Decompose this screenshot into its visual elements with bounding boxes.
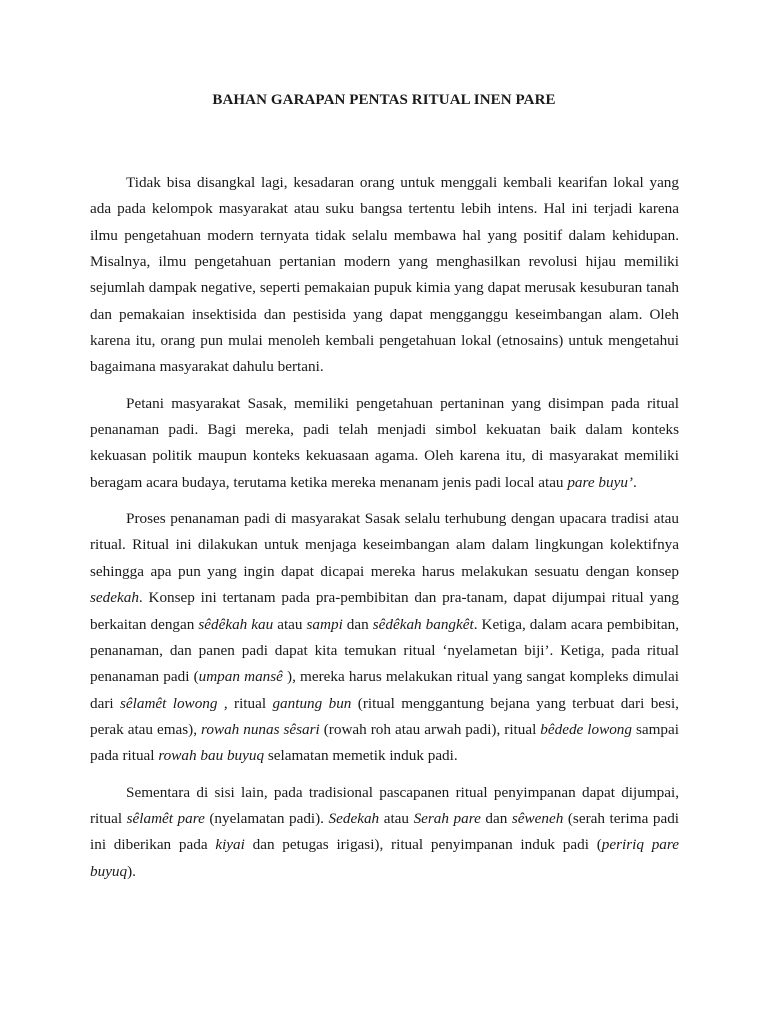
text-run: (ritual menggantung bejana yang terbuat dari besi, perak atau emas), (90, 694, 679, 738)
text-run: ). (127, 862, 136, 880)
text-run: , ritual (217, 694, 273, 712)
italic-term: kiyai (215, 836, 245, 854)
text-run: atau (379, 809, 414, 827)
text-run: sampai pada ritual (90, 720, 679, 765)
text-run: dan (480, 809, 512, 827)
text-run: dan petugas irigasi), ritual penyimpanan induk padi ( (244, 836, 602, 854)
italic-term: rowah nunas sêsari (201, 720, 320, 738)
text-run: atau (273, 615, 307, 633)
text-run: Sementara di sisi lain, pada tradisional pascapanen ritual penyimpanan dapat dijumpai, ritual (90, 783, 679, 827)
italic-term: sampi (306, 615, 343, 633)
text-run: (nyelamatan padi). (204, 809, 329, 827)
text-run: Tidak bisa disangkal lagi, kesadaran orang untuk menggali kembali kearifan lokal yang ada pada kelompok masyarakat atau suku bangsa tertentu lebih intens. Hal ini terjadi karena ilmu pengetahuan modern ternyata tidak selalu membawa hal yang positif dalam kehidupan. Misalnya, ilmu pengetahuan pertanian modern yang menghasilkan revolusi hijau memiliki sejumlah dampak negative, seperti pemakaian pupuk kimia yang dapat merusak kesuburan tanah dan pemakaian insektisida dan pestisida yang dapat mengganggu keseimbangan alam. Oleh karena itu, orang pun mulai menoleh kembali pengetahuan lokal (etnosains) untuk mengetahui bagaimana masyarakat dahulu bertani. (90, 174, 679, 376)
paragraph (90, 170, 679, 381)
text-run: ), mereka harus melakukan ritual yang sangat kompleks dimulai dari (90, 668, 679, 712)
text-run: Proses penanaman padi di masyarakat Sasak selalu terhubung dengan upacara tradisi atau ritual. Ritual ini dilakukan untuk menjaga keseimbangan alam dalam lingkungan kolektifnya sehingga apa pun yang ingin dapat dicapai mereka harus melakukan sesuatu dengan konsep (90, 510, 679, 580)
text-run: (serah terima padi ini diberikan pada (90, 809, 680, 854)
paragraph (90, 780, 679, 885)
italic-term: Sedekah (328, 809, 380, 827)
italic-term: sêlamêt pare (126, 809, 205, 827)
text-run: selamatan memetik induk padi. (264, 747, 458, 765)
text-run: (rowah roh atau arwah padi), ritual (319, 720, 541, 738)
italic-term: sêdêkah kau (198, 615, 274, 633)
italic-term: sêlamêt lowong (119, 694, 218, 712)
italic-term: sedekah (90, 589, 139, 607)
italic-term: Serah pare (413, 809, 481, 827)
text-run: . Ketiga, dalam acara pembibitan, penanaman, dan panen padi dapat kita temukan ritual ‘nyelametan biji’. Ketiga, pada ritual penanaman padi ( (90, 615, 680, 686)
italic-term: bêdede lowong (540, 720, 632, 738)
italic-term: sêdêkah bangkêt (372, 615, 474, 633)
italic-term: umpan mansê (198, 668, 283, 686)
text-run: Petani masyarakat Sasak, memiliki pengetahuan pertaninan yang disimpan pada ritual penanaman padi. Bagi mereka, padi telah menjadi simbol kekuatan baik dalam konteks kekuasan politik maupun konteks kekuasaan agama. Oleh karena itu, di masyarakat memiliki beragam acara budaya, terutama ketika mereka menanam jenis padi local atau (90, 394, 679, 491)
text-run: dan (342, 615, 373, 633)
text-run: . (632, 473, 637, 491)
paragraph (90, 506, 679, 769)
italic-term: peririq pare buyuq (90, 836, 679, 880)
italic-term: rowah bau buyuq (158, 747, 265, 765)
document-body (90, 170, 679, 895)
document-title: BAHAN GARAPAN PENTAS RITUAL INEN PARE (212, 92, 556, 108)
italic-term: sêweneh (511, 809, 564, 827)
text-run: . Konsep ini tertanam pada pra-pembibitan dan pra-tanam, dapat dijumpai ritual yang berkaitan dengan (90, 589, 679, 633)
italic-term: pare buyu’ (567, 473, 633, 491)
italic-term: gantung bun (272, 694, 352, 712)
paragraph (90, 391, 679, 496)
